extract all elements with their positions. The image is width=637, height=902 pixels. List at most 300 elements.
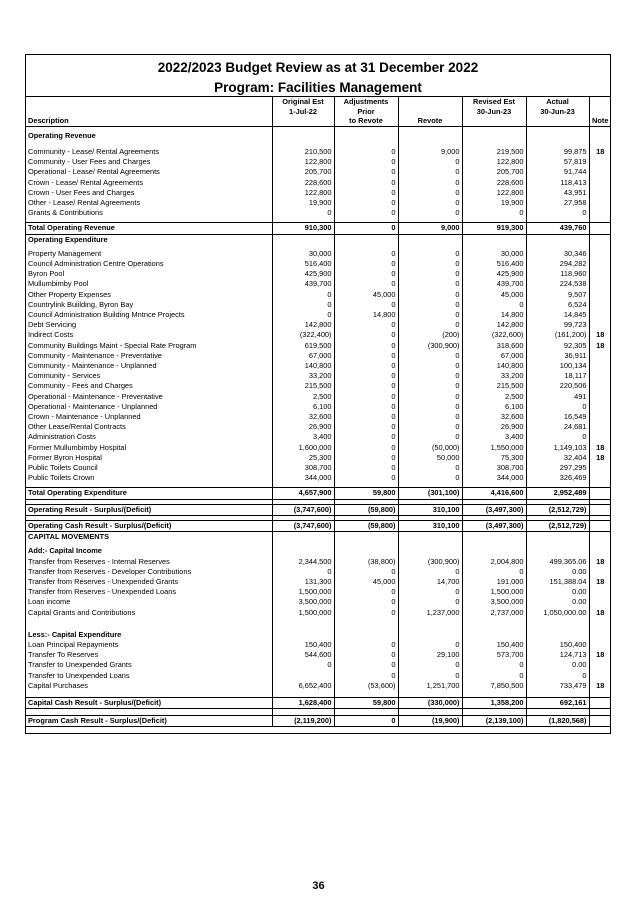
- row-description: Community - Maintenance - Preventative: [26, 351, 272, 361]
- row-adjustments: 0: [334, 259, 398, 269]
- row-revised-est: 19,900: [462, 198, 526, 208]
- row-actual: 297,295: [526, 463, 589, 473]
- row-description: Property Management: [26, 249, 272, 259]
- operating-revenue-heading-label: Operating Revenue: [26, 131, 272, 141]
- row-description: Council Administration Centre Operations: [26, 259, 272, 269]
- row-revised-est: 516,400: [462, 259, 526, 269]
- row-note: [589, 716, 611, 727]
- empty-cell: [272, 131, 334, 141]
- row-adjustments: 45,000: [334, 290, 398, 300]
- row-note: [589, 381, 611, 391]
- row-actual: (2,512,729): [526, 504, 589, 515]
- row-note: [589, 208, 611, 218]
- row-note: [589, 402, 611, 412]
- row-revised-est: 45,000: [462, 290, 526, 300]
- row-revote: 0: [398, 412, 462, 422]
- empty-cell: [462, 532, 526, 543]
- row-revised-est: 6,100: [462, 402, 526, 412]
- table-row: [26, 147, 611, 157]
- row-original-est: 425,900: [272, 269, 334, 279]
- row-original-est: 25,300: [272, 453, 334, 463]
- empty-cell: [26, 709, 272, 716]
- row-revote: 0: [398, 432, 462, 442]
- row-note: [589, 310, 611, 320]
- table-row: [26, 660, 611, 670]
- col-adjustments-line1: Adjustments: [343, 97, 389, 106]
- column-header-row: [26, 97, 611, 127]
- table-row: [26, 310, 611, 320]
- row-original-est: 619,500: [272, 341, 334, 351]
- row-actual: 36,911: [526, 351, 589, 361]
- row-note: [589, 188, 611, 198]
- row-original-est: 3,500,000: [272, 597, 334, 607]
- row-revised-est: 142,800: [462, 320, 526, 330]
- row-original-est: 4,657,900: [272, 488, 334, 499]
- row-revote: 0: [398, 279, 462, 289]
- row-revised-est: 1,358,200: [462, 697, 526, 708]
- row-note: [589, 432, 611, 442]
- empty-cell: [398, 131, 462, 141]
- row-revote: 0: [398, 310, 462, 320]
- row-original-est: 2,344,500: [272, 557, 334, 567]
- row-description: Public Toilets Crown: [26, 473, 272, 483]
- row-actual: (2,512,729): [526, 520, 589, 531]
- row-description: Council Administration Building Mntnce Projects: [26, 310, 272, 320]
- row-revised-est: 0: [462, 660, 526, 670]
- table-row: [26, 188, 611, 198]
- row-description: Administration Costs: [26, 432, 272, 442]
- row-revote: 0: [398, 422, 462, 432]
- col-original-est-line1: Original Est: [282, 97, 324, 106]
- row-revote: (300,900): [398, 341, 462, 351]
- row-description: Capital Cash Result - Surplus/(Deficit): [26, 697, 272, 708]
- row-revote: 0: [398, 463, 462, 473]
- row-note: [589, 259, 611, 269]
- row-description: Capital Purchases: [26, 681, 272, 691]
- row-adjustments: 0: [334, 178, 398, 188]
- empty-cell: [589, 234, 611, 245]
- row-revised-est: 7,850,500: [462, 681, 526, 691]
- row-description: Operational - Maintenance - Unplanned: [26, 402, 272, 412]
- row-description: Other Property Expenses: [26, 290, 272, 300]
- row-description: Transfer from Reserves - Unexpended Loans: [26, 587, 272, 597]
- row-actual: 18,117: [526, 371, 589, 381]
- row-adjustments: 0: [334, 463, 398, 473]
- table-row: [26, 432, 611, 442]
- row-note: [589, 290, 611, 300]
- row-actual: 0: [526, 432, 589, 442]
- row-note: [589, 422, 611, 432]
- row-adjustments: 59,800: [334, 488, 398, 499]
- table-row: [26, 412, 611, 422]
- report-title: 2022/2023 Budget Review as at 31 December 2022: [157, 60, 479, 75]
- row-original-est: 1,500,000: [272, 608, 334, 618]
- row-adjustments: 0: [334, 188, 398, 198]
- row-description: Crown - Lease/ Rental Agreements: [26, 178, 272, 188]
- row-note: [589, 392, 611, 402]
- row-original-est: 33,200: [272, 371, 334, 381]
- row-adjustments: 0: [334, 412, 398, 422]
- table-row: [26, 208, 611, 218]
- row-revote: 1,251,700: [398, 681, 462, 691]
- row-adjustments: 0: [334, 597, 398, 607]
- empty-cell: [462, 546, 526, 556]
- empty-cell: [334, 532, 398, 543]
- row-note: [589, 279, 611, 289]
- row-note: [589, 520, 611, 531]
- row-revote: 0: [398, 567, 462, 577]
- row-revote: 0: [398, 259, 462, 269]
- row-revote: 9,000: [398, 223, 462, 234]
- row-actual: 6,524: [526, 300, 589, 310]
- row-description: Byron Pool: [26, 269, 272, 279]
- row-original-est: 0: [272, 300, 334, 310]
- table-row: [26, 300, 611, 310]
- row-adjustments: 0: [334, 650, 398, 660]
- row-original-est: 544,600: [272, 650, 334, 660]
- table-row: [26, 473, 611, 483]
- row-description: Loan Principal Repayments: [26, 640, 272, 650]
- table-row: [26, 557, 611, 567]
- row-revote: 0: [398, 597, 462, 607]
- row-original-est: 2,500: [272, 392, 334, 402]
- row-adjustments: 0: [334, 371, 398, 381]
- row-actual: 491: [526, 392, 589, 402]
- row-actual: 9,507: [526, 290, 589, 300]
- row-original-est: 205,700: [272, 167, 334, 177]
- row-revised-est: 67,000: [462, 351, 526, 361]
- row-actual: 124,713: [526, 650, 589, 660]
- row-revote: 310,100: [398, 504, 462, 515]
- row-revote: 0: [398, 392, 462, 402]
- row-description: Transfer to Unexpended Loans: [26, 671, 272, 681]
- row-note: [589, 660, 611, 670]
- row-original-est: 215,500: [272, 381, 334, 391]
- row-description: Program Cash Result - Surplus/(Deficit): [26, 716, 272, 727]
- table-row: [26, 422, 611, 432]
- table-row: [26, 330, 611, 340]
- row-original-est: 19,900: [272, 198, 334, 208]
- row-description: Total Operating Expenditure: [26, 488, 272, 499]
- row-adjustments: 59,800: [334, 697, 398, 708]
- row-original-est: 308,700: [272, 463, 334, 473]
- row-note: [589, 504, 611, 515]
- row-original-est: 516,400: [272, 259, 334, 269]
- col-actual: [526, 97, 589, 127]
- row-note: 18: [596, 576, 605, 586]
- row-note: 18: [596, 340, 605, 350]
- row-revote: 0: [398, 208, 462, 218]
- row-adjustments: 0: [334, 660, 398, 670]
- row-adjustments: 0: [334, 640, 398, 650]
- row-note: [589, 412, 611, 422]
- row-note: 18: [596, 330, 605, 340]
- row-note: [589, 320, 611, 330]
- row-note: [589, 473, 611, 483]
- empty-cell: [526, 546, 589, 556]
- row-note: 18: [596, 650, 605, 660]
- row-revised-est: (2,139,100): [462, 716, 526, 727]
- col-revised-est-line2: 30-Jun-23: [476, 106, 512, 116]
- capital-income-heading: [26, 546, 611, 556]
- col-actual-line1: Actual: [546, 97, 569, 106]
- row-original-est: 439,700: [272, 279, 334, 289]
- row-description: Operational - Lease/ Rental Agreements: [26, 167, 272, 177]
- row-revote: 0: [398, 381, 462, 391]
- empty-cell: [398, 234, 462, 245]
- row-note: [589, 178, 611, 188]
- row-actual: 99,723: [526, 320, 589, 330]
- table-row: [26, 279, 611, 289]
- row-actual: 57,819: [526, 157, 589, 167]
- row-revised-est: 425,900: [462, 269, 526, 279]
- row-revote: 310,100: [398, 520, 462, 531]
- row-revote: 0: [398, 198, 462, 208]
- row-description: Community - Maintenance - Unplanned: [26, 361, 272, 371]
- row-description: Mullumbimby Pool: [26, 279, 272, 289]
- row-revised-est: 0: [462, 567, 526, 577]
- table-row: [26, 453, 611, 463]
- row-note: [589, 371, 611, 381]
- row-description: Community - User Fees and Charges: [26, 157, 272, 167]
- table-row: [26, 178, 611, 188]
- capital-expenditure-heading-label: Less:- Capital Expenditure: [26, 630, 272, 640]
- total-operating-expenditure-row: [26, 488, 611, 499]
- row-adjustments: (59,800): [334, 520, 398, 531]
- table-row: [26, 463, 611, 473]
- row-description: Debt Servicing: [26, 320, 272, 330]
- row-adjustments: (53,600): [334, 681, 398, 691]
- empty-cell: [398, 709, 462, 716]
- row-revised-est: 219,500: [462, 147, 526, 157]
- row-original-est: 150,400: [272, 640, 334, 650]
- row-actual: 294,282: [526, 259, 589, 269]
- row-original-est: 210,500: [272, 147, 334, 157]
- row-actual: 151,388.04: [526, 577, 589, 587]
- row-description: Operating Cash Result - Surplus/(Deficit): [26, 520, 272, 531]
- row-description: Total Operating Revenue: [26, 223, 272, 234]
- row-actual: 92,305: [526, 341, 589, 351]
- row-note: [589, 463, 611, 473]
- col-adjustments-line3: to Revote: [349, 116, 383, 126]
- row-actual: 24,681: [526, 422, 589, 432]
- table-row: [26, 320, 611, 330]
- empty-cell: [272, 234, 334, 245]
- row-note: [589, 300, 611, 310]
- row-revote: 1,237,000: [398, 608, 462, 618]
- col-description: Description: [26, 97, 272, 127]
- row-original-est: 6,652,400: [272, 681, 334, 691]
- row-adjustments: 0: [334, 381, 398, 391]
- row-original-est: 0: [272, 310, 334, 320]
- table-row: [26, 157, 611, 167]
- row-revised-est: 919,300: [462, 223, 526, 234]
- row-revised-est: 2,500: [462, 392, 526, 402]
- row-description: Transfer from Reserves - Unexpended Grants: [26, 577, 272, 587]
- col-adjustments-line2: Prior: [357, 106, 375, 116]
- row-adjustments: 0: [334, 351, 398, 361]
- row-revote: (19,900): [398, 716, 462, 727]
- row-revised-est: 439,700: [462, 279, 526, 289]
- table-row: [26, 671, 611, 681]
- row-note: [589, 361, 611, 371]
- row-actual: 91,744: [526, 167, 589, 177]
- row-note: 18: [596, 442, 605, 452]
- row-revised-est: 122,800: [462, 157, 526, 167]
- row-revote: (200): [398, 330, 462, 340]
- row-original-est: 122,800: [272, 157, 334, 167]
- capital-expenditure-heading: [26, 630, 611, 640]
- row-revised-est: 33,200: [462, 371, 526, 381]
- row-adjustments: 0: [334, 198, 398, 208]
- row-revote: 50,000: [398, 453, 462, 463]
- row-revised-est: 0: [462, 671, 526, 681]
- row-revote: 0: [398, 587, 462, 597]
- row-actual: 14,845: [526, 310, 589, 320]
- row-revised-est: 318,600: [462, 341, 526, 351]
- row-description: Other - Lease/ Rental Agreements: [26, 198, 272, 208]
- col-actual-line2: 30-Jun-23: [540, 106, 575, 116]
- row-adjustments: 0: [334, 608, 398, 618]
- operating-expenditure-heading: [26, 234, 611, 245]
- row-description: Former Mullumbimby Hospital: [26, 443, 272, 453]
- row-note: 18: [596, 556, 605, 566]
- empty-cell: [462, 709, 526, 716]
- row-note: [589, 198, 611, 208]
- table-row: [26, 361, 611, 371]
- empty-cell: [526, 630, 589, 640]
- operating-result-row: [26, 504, 611, 515]
- program-cash-result-row: [26, 716, 611, 727]
- row-note: [589, 488, 611, 499]
- row-adjustments: 0: [334, 671, 398, 681]
- row-revote: 0: [398, 167, 462, 177]
- empty-cell: [334, 131, 398, 141]
- row-revote: (301,100): [398, 488, 462, 499]
- table-row: [26, 269, 611, 279]
- row-adjustments: 0: [334, 587, 398, 597]
- empty-cell: [334, 630, 398, 640]
- table-row: [26, 640, 611, 650]
- row-revised-est: 344,000: [462, 473, 526, 483]
- row-actual: 2,952,489: [526, 488, 589, 499]
- row-adjustments: 0: [334, 157, 398, 167]
- table-row: [26, 198, 611, 208]
- empty-cell: [334, 709, 398, 716]
- row-adjustments: 0: [334, 422, 398, 432]
- row-description: Community - Fees and Charges: [26, 381, 272, 391]
- row-description: Countrylink Buiilding, Byron Bay: [26, 300, 272, 310]
- row-revote: 0: [398, 473, 462, 483]
- empty-cell: [398, 630, 462, 640]
- empty-cell: [398, 546, 462, 556]
- col-note: Note: [589, 97, 611, 127]
- empty-cell: [272, 709, 334, 716]
- row-original-est: 344,000: [272, 473, 334, 483]
- row-revote: 14,700: [398, 577, 462, 587]
- table-row: [26, 259, 611, 269]
- row-revote: 9,000: [398, 147, 462, 157]
- row-revote: 0: [398, 640, 462, 650]
- row-actual: 43,951: [526, 188, 589, 198]
- table-row: [26, 402, 611, 412]
- row-adjustments: 0: [334, 402, 398, 412]
- budget-table: [26, 96, 611, 727]
- row-revised-est: 32,600: [462, 412, 526, 422]
- col-revised-est: [462, 97, 526, 127]
- row-original-est: 3,400: [272, 432, 334, 442]
- row-adjustments: 0: [334, 443, 398, 453]
- row-note: [589, 351, 611, 361]
- row-actual: 439,760: [526, 223, 589, 234]
- table-row: [26, 351, 611, 361]
- row-adjustments: 0: [334, 147, 398, 157]
- row-actual: 16,549: [526, 412, 589, 422]
- row-note: [589, 697, 611, 708]
- row-adjustments: 0: [334, 279, 398, 289]
- row-description: Transfer to Unexpended Grants: [26, 660, 272, 670]
- row-original-est: 32,600: [272, 412, 334, 422]
- col-revote: [398, 97, 462, 127]
- row-revote: 0: [398, 660, 462, 670]
- row-revote: 0: [398, 188, 462, 198]
- row-adjustments: 0: [334, 341, 398, 351]
- row-actual: 99,875: [526, 147, 589, 157]
- row-revised-est: 191,000: [462, 577, 526, 587]
- row-actual: 0: [526, 671, 589, 681]
- empty-cell: [526, 709, 589, 716]
- row-description: Operating Result - Surplus/(Deficit): [26, 504, 272, 515]
- empty-cell: [462, 234, 526, 245]
- row-description: Former Byron Hospital: [26, 453, 272, 463]
- col-original-est-line2: 1-Jul-22: [289, 106, 317, 116]
- empty-cell: [589, 131, 611, 141]
- row-revised-est: 3,400: [462, 432, 526, 442]
- capital-cash-result-row: [26, 697, 611, 708]
- capital-movements-heading-label: CAPITAL MOVEMENTS: [26, 532, 272, 543]
- row-original-est: [272, 671, 334, 681]
- row-adjustments: 0: [334, 473, 398, 483]
- row-note: 18: [596, 607, 605, 617]
- row-original-est: (3,747,600): [272, 520, 334, 531]
- empty-cell: [462, 131, 526, 141]
- row-note: [589, 167, 611, 177]
- empty-cell: [272, 532, 334, 543]
- row-revised-est: (3,497,300): [462, 504, 526, 515]
- row-revote: (50,000): [398, 443, 462, 453]
- row-revote: 0: [398, 157, 462, 167]
- row-revised-est: 140,800: [462, 361, 526, 371]
- row-note: [589, 671, 611, 681]
- row-adjustments: 0: [334, 432, 398, 442]
- row-description: Transfer from Reserves - Developer Contributions: [26, 567, 272, 577]
- row-description: Community - Services: [26, 371, 272, 381]
- row-description: Transfer To Reserves: [26, 650, 272, 660]
- empty-cell: [526, 532, 589, 543]
- row-revised-est: 122,800: [462, 188, 526, 198]
- row-revised-est: (3,497,300): [462, 520, 526, 531]
- row-adjustments: 0: [334, 320, 398, 330]
- row-original-est: 67,000: [272, 351, 334, 361]
- table-row: [26, 381, 611, 391]
- table-row: [26, 341, 611, 351]
- row-original-est: 910,300: [272, 223, 334, 234]
- capital-income-heading-label: Add:- Capital Income: [26, 546, 272, 556]
- row-revised-est: 150,400: [462, 640, 526, 650]
- empty-cell: [589, 709, 611, 716]
- row-original-est: 0: [272, 290, 334, 300]
- row-description: Crown - User Fees and Charges: [26, 188, 272, 198]
